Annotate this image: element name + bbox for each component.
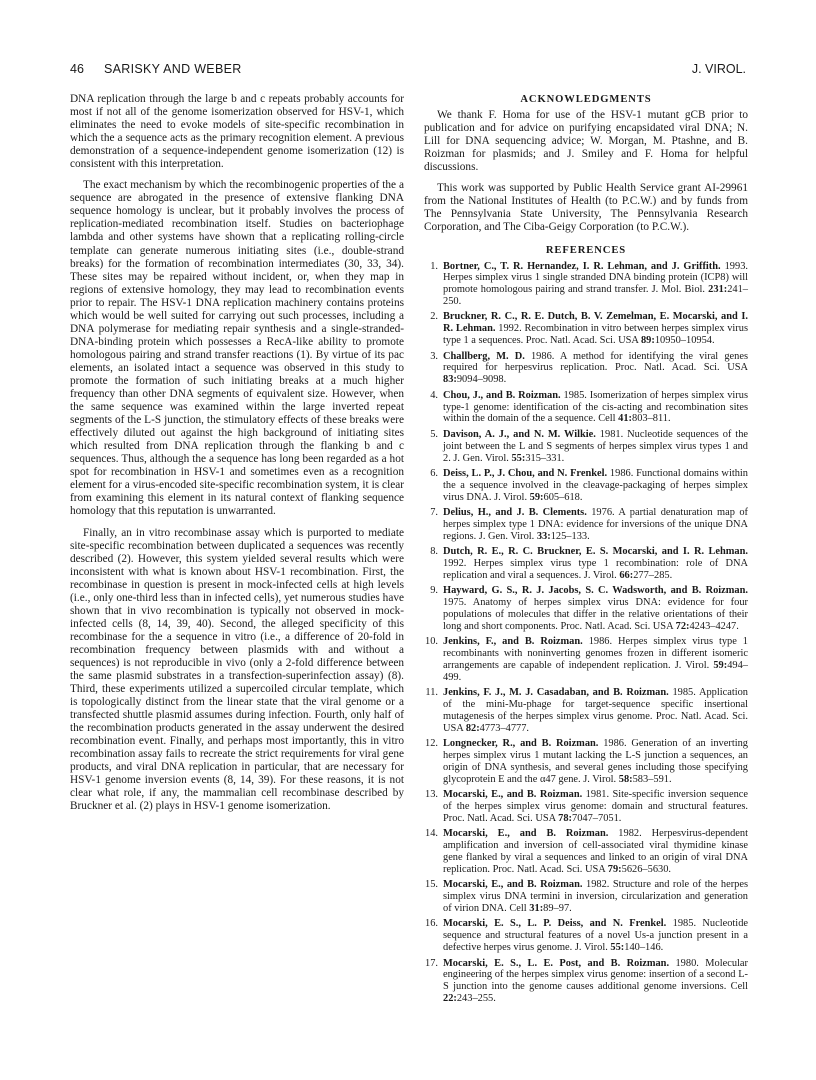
reference-number: 17. — [425, 957, 438, 969]
reference-text: 1980. Molecular engineering of the herpes simplex virus genome: insertion of a second L-S junction into the genome causes additional genome inversions. Cell — [443, 957, 748, 993]
acknowledgments-paragraph: This work was supported by Public Health Service grant AI-29961 from the National Institutes of Health (to P.C.W.) and by funds from The Pennsylvania State University, The Pennsylvania Research Corporation, and The Ciba-Geigy Corporation (to P.C.W.). — [424, 182, 748, 234]
running-head-journal: J. VIROL. — [691, 62, 746, 76]
reference-item — [424, 429, 748, 465]
reference-item — [424, 636, 748, 683]
reference-volume: 78: — [558, 812, 573, 824]
reference-pages: 125–133. — [550, 530, 590, 542]
reference-pages: 10950–10954. — [654, 335, 715, 347]
reference-item — [424, 918, 748, 954]
reference-item — [424, 789, 748, 825]
reference-pages: 4773–4777. — [479, 722, 530, 734]
reference-authors: Mocarski, E., and B. Roizman. — [443, 828, 609, 840]
reference-number: 11. — [425, 687, 438, 699]
reference-item — [424, 311, 748, 347]
reference-volume: 231: — [708, 284, 728, 296]
reference-text: 1981. Site-specific inversion sequence of the herpes simplex virus genome: domain and structural features. Proc. Natl. Acad. Sci. USA — [443, 789, 748, 824]
body-paragraph: The exact mechanism by which the recombinogenic properties of the a sequence are abrogated in the presence of extensive flanking DNA sequence homology is unclear, but it probably involves the process of replication-mediated recombination itself. Studies on bacteriophage lambda and other systems have shown that a replicating rolling-circle template can generate numerous initiating sites (i.e., double-strand breaks) for the formation of recombination intermediates (30, 33, 34). These sites may be repaired without incident, or, when they map in regions of extensive homology, they may lead to recombination events prior to repair. The HSV-1 DNA replication machinery contains proteins which would be well suited for carrying out such processes, including a DNA polymerase for mediating repair synthesis and a single-stranded-DNA-binding protein which possesses a RecA-like ability to promote homologous pairing and strand transfer reactions (1). By virtue of its pac elements, an isolated intact a sequence was observed in this study to promote the formation of such initiating breaks at a much higher frequency than other DNA segments of equivalent size. However, when the same sequence was examined within the large inverted repeat segments of the L-S junction, the stimulatory effects of these breaks were effectively diluted out against the high background of initiating sites which resulted from DNA replication through the flanking b and c sequences. Thus, although the a sequence has long been regarded as a hot spot for recombination in HSV-1 and sometimes even as a recognition element for a virus-encoded site-specific recombination system, it is clear from examining this element in its natural context of flanking sequence homology that this reputation is unwarranted. — [70, 179, 404, 518]
reference-authors: Chou, J., and B. Roizman. — [443, 389, 561, 401]
reference-authors: Mocarski, E. S., L. E. Post, and B. Roizman. — [443, 957, 670, 969]
reference-volume: 82: — [465, 722, 480, 734]
reference-text: 1985. Nucleotide sequence and structural features of a novel Us-a junction present in a defective herpes virus genome. J. Virol. — [443, 918, 749, 954]
reference-number: 4. — [430, 389, 438, 401]
reference-number: 1. — [430, 260, 438, 272]
reference-volume: 58: — [618, 773, 633, 785]
reference-authors: Bortner, C., T. R. Hernandez, I. R. Lehman, and J. Griffith. — [443, 260, 721, 272]
references-heading: REFERENCES — [545, 245, 627, 257]
reference-text: 1982. Herpesvirus-dependent amplification and inversion of cell-associated viral thymidine kinase gene flanked by viral a sequences and linked to an origin of viral DNA replication. Proc. Natl. Acad. Sci. USA — [443, 828, 748, 875]
reference-text: 1981. Nucleotide sequences of the joint between the L and S segments of herpes simplex virus types 1 and 2. J. Gen. Virol. — [443, 428, 748, 464]
reference-authors: Bruckner, R. C., R. E. Dutch, B. V. Zemelman, E. Mocarski, and I. R. Lehman. — [443, 311, 748, 335]
reference-text: 1992. Recombination in vitro between herpes simplex virus type 1 a sequences. Proc. Natl. Acad. Sci. USA — [443, 323, 748, 347]
reference-number: 6. — [430, 467, 438, 479]
reference-volume: 55: — [511, 452, 526, 464]
reference-pages: 241–250. — [443, 284, 748, 308]
left-column — [70, 93, 404, 814]
reference-item — [424, 261, 748, 308]
reference-item — [424, 546, 748, 582]
reference-number: 12. — [425, 738, 438, 750]
reference-item — [424, 738, 748, 785]
reference-pages: 5626–5630. — [621, 863, 671, 875]
reference-pages: 803–811. — [632, 413, 671, 425]
acknowledgments-heading: ACKNOWLEDGMENTS — [520, 94, 652, 105]
body-paragraph: DNA replication through the large b and c repeats probably accounts for most if not all of the genome isomerization observed for HSV-1, which eliminates the need to evoke models of site-specific recombination in which the a sequence acts as the primary recognition element. A previous demonstration of a sequence-independent genome isomerization (12) is consistent with this interpretation. — [70, 93, 404, 171]
reference-pages: 315–331. — [525, 452, 565, 464]
reference-item — [424, 468, 748, 504]
reference-volume: 83: — [443, 374, 457, 386]
reference-volume: 79: — [607, 863, 622, 875]
reference-authors: Mocarski, E., and B. Roizman. — [443, 789, 583, 801]
reference-volume: 66: — [619, 569, 634, 581]
reference-number: 13. — [425, 789, 438, 801]
reference-number: 15. — [425, 879, 438, 891]
page-number: 46 — [70, 62, 84, 76]
reference-volume: 59: — [529, 491, 544, 503]
reference-pages: 89–97. — [543, 903, 572, 915]
reference-number: 16. — [425, 918, 438, 930]
reference-authors: Deiss, L. P., J. Chou, and N. Frenkel. — [443, 467, 608, 479]
reference-volume: 59: — [713, 660, 728, 672]
reference-text: 1986. Herpes simplex virus type 1 recombinants with noninverting genomes frozen in different isomeric arrangements are capable of independent replication. J. Virol. — [443, 636, 748, 672]
reference-item — [424, 828, 748, 875]
reference-number: 10. — [425, 636, 438, 648]
reference-item — [424, 390, 748, 426]
reference-text: 1986. A method for identifying the viral genes required for herpesvirus replication. Proc. Natl. Acad. Sci. USA — [443, 350, 748, 374]
reference-volume: 72: — [675, 620, 690, 632]
reference-number: 7. — [430, 507, 438, 519]
reference-pages: 243–255. — [456, 993, 496, 1005]
reference-number: 5. — [430, 428, 438, 440]
reference-authors: Challberg, M. D. — [443, 350, 525, 362]
reference-authors: Davison, A. J., and N. M. Wilkie. — [443, 428, 596, 440]
reference-authors: Dutch, R. E., R. C. Bruckner, E. S. Mocarski, and I. R. Lehman. — [443, 546, 748, 558]
reference-pages: 7047–7051. — [572, 812, 622, 824]
reference-pages: 140–146. — [624, 942, 664, 954]
reference-text: 1986. Functional domains within the a sequence involved in the cleavage-packaging of herpes simplex virus DNA. J. Virol. — [443, 467, 748, 503]
reference-text: 1985. Isomerization of herpes simplex virus type-1 genome: identification of the cis-acting and recombination sites within the domain of the a sequence. Cell — [443, 389, 748, 425]
reference-item — [424, 879, 748, 915]
reference-pages: 605–618. — [543, 491, 583, 503]
reference-text: 1993. Herpes simplex virus 1 single stranded DNA binding protein (ICP8) will promote homologous pairing and strand transfer. J. Mol. Biol. — [443, 260, 748, 296]
reference-volume: 41: — [618, 413, 633, 425]
reference-authors: Delius, H., and J. B. Clements. — [443, 507, 587, 519]
reference-item — [424, 507, 748, 543]
reference-number: 14. — [425, 828, 438, 840]
reference-text: 1986. Generation of an inverting herpes simplex virus 1 mutant lacking the L-S junction a sequences, an origin of DNA synthesis, and several genes including those specifying glycoprotein E and the α47 gene. J. Virol. — [443, 738, 748, 785]
reference-authors: Longnecker, R., and B. Roizman. — [443, 738, 599, 750]
reference-text: 1975. Anatomy of herpes simplex virus DNA: evidence for four populations of molecules that differ in the relative orientations of their long and short components. Proc. Natl. Acad. Sci. USA — [443, 597, 748, 632]
reference-number: 8. — [430, 546, 438, 558]
reference-list — [424, 261, 748, 1005]
acknowledgments-paragraph: We thank F. Homa for use of the HSV-1 mutant gCB prior to publication and for advice on purifying encapsidated viral DNA; N. Lill for DNA sequencing advice; W. Morgan, M. Ptashne, and B. Roizman for plasmids; and J. Smiley and F. Homa for helpful discussions. — [424, 109, 748, 174]
acknowledgments-section — [424, 93, 748, 234]
reference-pages: 583–591. — [632, 773, 672, 785]
reference-volume: 31: — [529, 903, 544, 915]
reference-item — [424, 687, 748, 734]
reference-text: 1985. Application of the mini-Mu-phage for target-sequence specific insertional mutagenesis of the herpes simplex virus genome. Proc. Natl. Acad. Sci. USA — [443, 687, 748, 734]
reference-item — [424, 585, 748, 632]
reference-volume: 22: — [443, 993, 457, 1005]
reference-number: 2. — [430, 311, 438, 323]
running-head-authors: SARISKY AND WEBER — [104, 62, 242, 76]
reference-item — [424, 351, 748, 387]
right-column — [424, 93, 748, 1009]
reference-authors: Jenkins, F., and B. Roizman. — [443, 636, 583, 648]
reference-item — [424, 958, 748, 1005]
reference-volume: 89: — [640, 335, 655, 347]
reference-pages: 494–499. — [443, 660, 748, 683]
reference-authors: Mocarski, E., and B. Roizman. — [443, 879, 583, 891]
reference-authors: Jenkins, F. J., M. J. Casadaban, and B. Roizman. — [443, 687, 669, 699]
reference-pages: 9094–9098. — [456, 374, 507, 386]
reference-authors: Mocarski, E. S., L. P. Deiss, and N. Frenkel. — [443, 918, 667, 930]
reference-text: 1992. Herpes simplex virus type 1 recombination: role of DNA replication and viral a sequences. J. Virol. — [443, 558, 748, 581]
reference-text: 1976. A partial denaturation map of herpes simplex type 1 DNA: evidence for inversions of the unique DNA regions. J. Gen. Virol. — [443, 507, 748, 542]
running-head — [0, 62, 816, 80]
reference-pages: 4243–4247. — [689, 620, 739, 632]
reference-number: 9. — [430, 585, 438, 597]
body-paragraph: Finally, an in vitro recombinase assay which is purported to mediate site-specific recombination between duplicated a sequences was recently described (2). However, this system yielded several results which were inconsistent with what is known about HSV-1 recombination. First, the recombinase in question is present in mock-infected cells at high levels (i.e., only one-third less than in infected cells), yet numerous studies have shown that in vivo recombination is typically not observed in mock-infected cells (8, 14, 39, 40). Second, the alleged specificity of this recombinase for the a sequence in vitro (i.e., a difference of 20-fold in recombination frequency between plasmids with and without a sequences) is not reproducible in vivo (only a 2-fold difference between the same plasmid substrates in a transfection-superinfection assay) (8). Third, these experiments utilized a supercoiled circular template, which is topologically distinct from the linear state that the viral genome or a transfected shuttle plasmid assumes during infection. Fourth, only half of the recombination products generated in the assay underwent the desired recombination event. Finally, and perhaps most importantly, this in vitro recombination assay fails to recreate the strict requirements for viral gene products, and viral DNA replication in particular, that are necessary for HSV-1 genome inversion events (8, 14, 39). For these reasons, it is not clear what role, if any, the mammalian cell recombinase described by Bruckner et al. (2) plays in HSV-1 genome isomerization. — [70, 526, 404, 813]
reference-number: 3. — [430, 350, 438, 362]
reference-authors: Hayward, G. S., R. J. Jacobs, S. C. Wadsworth, and B. Roizman. — [443, 585, 748, 597]
reference-pages: 277–285. — [633, 569, 673, 581]
reference-text: 1982. Structure and role of the herpes simplex virus DNA termini in inversion, circularization and generation of virion DNA. Cell — [443, 879, 749, 915]
reference-volume: 55: — [610, 942, 625, 954]
reference-volume: 33: — [536, 530, 551, 542]
